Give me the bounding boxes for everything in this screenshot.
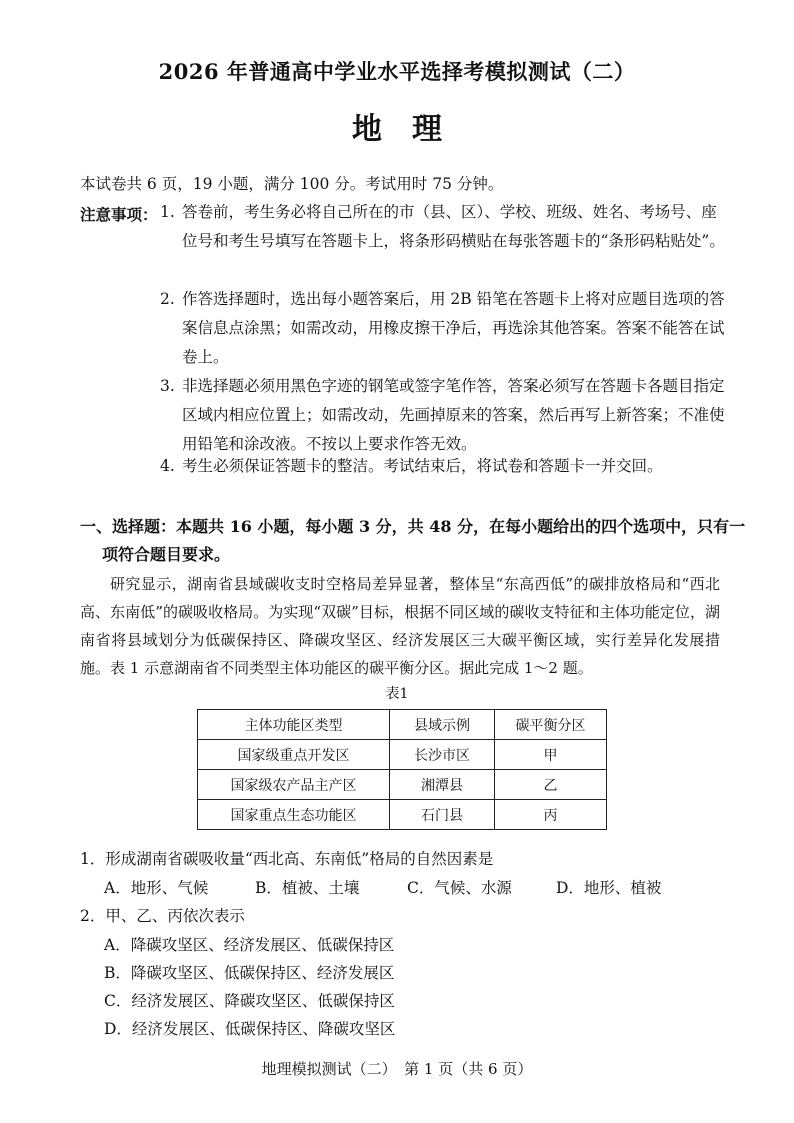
table-cell: 湘潭县: [390, 770, 495, 800]
notice-item-3: [160, 372, 730, 459]
notice-item-number: 2.: [160, 290, 175, 308]
question-1-option-a: A．地形、气候: [104, 879, 209, 897]
reading-material: 研究显示，湖南省县域碳收支时空格局差异显著，整体呈“东高西低”的碳排放格局和“西北高、东南低”的碳吸收格局。为实现“双碳”目标，根据不同区域的碳收支特征和主体功能定位，湖南省将县域划分为低碳保持区、降碳攻坚区、经济发展区三大碳平衡区域，实行差异化发展措施。表 1 示意湖南省不同类型主体功能区的碳平衡分区。据此完成 1～2 题。: [80, 575, 720, 677]
section-heading: 一、选择题：本题共 16 小题，每小题 3 分，共 48 分，在每小题给出的四个选项中，只有一: [80, 517, 746, 536]
table-cell: 国家重点生态功能区: [198, 800, 390, 830]
table-cell: 国家级重点开发区: [198, 740, 390, 770]
table-header-row: [198, 710, 607, 740]
notice-item-text: 考生必须保证答题卡的整洁。考试结束后，将试卷和答题卡一并交回。: [182, 457, 663, 475]
table-row: [198, 770, 607, 800]
table-row: [198, 740, 607, 770]
notice-item-4: [160, 452, 730, 481]
notice-item-number: 1.: [160, 203, 175, 221]
notice-item-2: [160, 285, 730, 372]
table-cell: 长沙市区: [390, 740, 495, 770]
notice-item-number: 3.: [160, 377, 175, 395]
table-cell: 甲: [495, 740, 607, 770]
table-cell: 石门县: [390, 800, 495, 830]
notice-item-text: 答卷前，考生务必将自己所在的市（县、区）、学校、班级、姓名、考场号、座位号和考生号填写在答题卡上，将条形码横贴在每张答题卡的“条形码粘贴处”。: [182, 203, 725, 250]
table-cell: 丙: [495, 800, 607, 830]
table-header-cell: 县域示例: [390, 710, 495, 740]
notice-item-1: [160, 198, 730, 256]
table-cell: 乙: [495, 770, 607, 800]
question-2-option-d: D．经济发展区、低碳保持区、降碳攻坚区: [104, 1020, 396, 1038]
section-heading-continued: 项符合题目要求。: [102, 545, 231, 564]
question-1-option-c: C．气候、水源: [407, 879, 512, 897]
question-2-option-a: A．降碳攻坚区、经济发展区、低碳保持区: [104, 936, 395, 954]
notice-label: 注意事项：: [80, 205, 158, 224]
notice-item-text: 非选择题必须用黑色字迹的钢笔或签字笔作答，答案必须写在答题卡各题目指定区域内相应位置上；如需改动，先画掉原来的答案，然后再写上新答案；不准使用铅笔和涂改液。不按以上要求作答无效。: [182, 377, 725, 453]
question-2-option-c: C．经济发展区、降碳攻坚区、低碳保持区: [104, 992, 395, 1010]
table-caption: 表1: [385, 686, 409, 702]
table-cell: 国家级农产品主产区: [198, 770, 390, 800]
notice-item-number: 4.: [160, 457, 175, 475]
exam-intro: 本试卷共 6 页，19 小题，满分 100 分。考试用时 75 分钟。: [80, 175, 504, 193]
subject-title: 地理: [352, 112, 472, 147]
question-2-option-b: B．降碳攻坚区、低碳保持区、经济发展区: [104, 964, 395, 982]
question-1-stem: 1．形成湖南省碳吸收量“西北高、东南低”格局的自然因素是: [80, 850, 494, 868]
table-row: [198, 800, 607, 830]
question-1-option-b: B．植被、土壤: [255, 879, 360, 897]
table-header-cell: 主体功能区类型: [198, 710, 390, 740]
table-header-cell: 碳平衡分区: [495, 710, 607, 740]
question-1-option-d: D．地形、植被: [556, 879, 662, 897]
page-footer: 地理模拟测试（二） 第 1 页（共 6 页）: [261, 1060, 533, 1078]
notice-item-text: 作答选择题时，选出每小题答案后，用 2B 铅笔在答题卡上将对应题目选项的答案信息点涂黑；如需改动，用橡皮擦干净后，再选涂其他答案。答案不能答在试卷上。: [182, 290, 725, 366]
exam-title: 2026 年普通高中学业水平选择考模拟测试（二）: [158, 59, 636, 84]
carbon-balance-table: [197, 709, 607, 830]
question-2-stem: 2．甲、乙、丙依次表示: [80, 907, 245, 925]
